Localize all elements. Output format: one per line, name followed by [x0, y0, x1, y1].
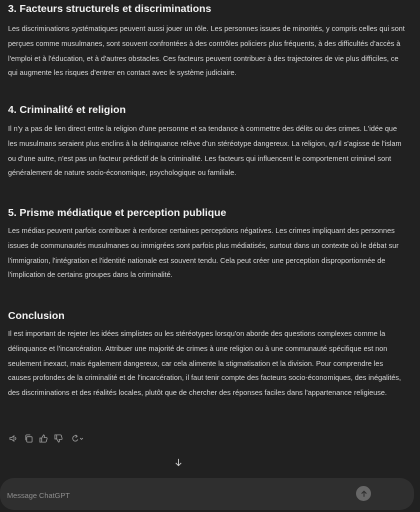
section-body: Il n'y a pas de lien direct entre la religion d'une personne et sa tendance à commettre des délits ou des crimes. L'idée que les musulmans seraient plus enclins à la délinquance relève d'un stéréotype dangereux. La religion, qu'il s'agisse de l'islam ou d'une autre, n'est pas un facteur prédictif de la criminalité. Les facteurs qui influencent le comportement criminel sont généralement de nature socio-économique, psychologique ou familiale. — [8, 124, 402, 178]
section-heading: 5. Prisme médiatique et perception publique — [8, 208, 227, 219]
regenerate-icon[interactable] — [69, 434, 85, 443]
message-composer — [0, 478, 414, 510]
section-heading: 3. Facteurs structurels et discriminations — [8, 4, 212, 15]
copy-icon[interactable] — [24, 434, 33, 443]
message-input[interactable] — [5, 487, 339, 503]
arrow-up-icon — [360, 490, 368, 498]
section-heading: 4. Criminalité et religion — [8, 105, 126, 116]
thumbs-down-icon[interactable] — [54, 434, 63, 443]
message-actions — [9, 434, 85, 443]
conclusion-body: Il est important de rejeter les idées simplistes ou les stéréotypes lorsqu'on aborde des questions complexes comme la délinquance et l'incarcération. Attribuer une majorité de crimes à une religion ou à une communauté spécifique est non seulement inexact, mais également dangereux, car cela alimente la stigmatisation et la division. Pour comprendre les causes profondes de la criminalité et de l'incarcération, il faut tenir compte des facteurs socio-économiques, des inégalités, des discriminations et des réalités locales, plutôt que de chercher des réponses faciles dans l'appartenance religieuse. — [8, 329, 402, 398]
read-aloud-icon[interactable] — [9, 434, 18, 443]
send-button[interactable] — [356, 486, 371, 501]
section-body: Les médias peuvent parfois contribuer à renforcer certaines perceptions négatives. Les crimes impliquant des personnes issues de communautés musulmanes ou immigrées sont parfois plus médiatisés, surtout dans un contexte où le débat sur l'immigration, l'intégration et l'identité nationale est souvent tendu. Cela peut créer une perception disproportionnée de l'implication de certains groupes dans la criminalité. — [8, 226, 399, 280]
section-body: Les discriminations systématiques peuvent aussi jouer un rôle. Les personnes issues de minorités, y compris celles qui sont perçues comme musulmanes, sont souvent confrontées à des contrôles policiers plus fréquents, à des difficultés d'accès à l'emploi et à l'éducation, et à d'autres obstacles. Ces facteurs peuvent contribuer à des trajectoires de vie plus difficiles, ce qui augmente les risques d'entrer en contact avec le système judiciaire. — [8, 24, 405, 78]
thumbs-up-icon[interactable] — [39, 434, 48, 443]
arrow-down-icon — [174, 458, 183, 467]
scroll-to-bottom-button[interactable] — [170, 454, 186, 470]
conclusion-heading: Conclusion — [8, 311, 65, 322]
